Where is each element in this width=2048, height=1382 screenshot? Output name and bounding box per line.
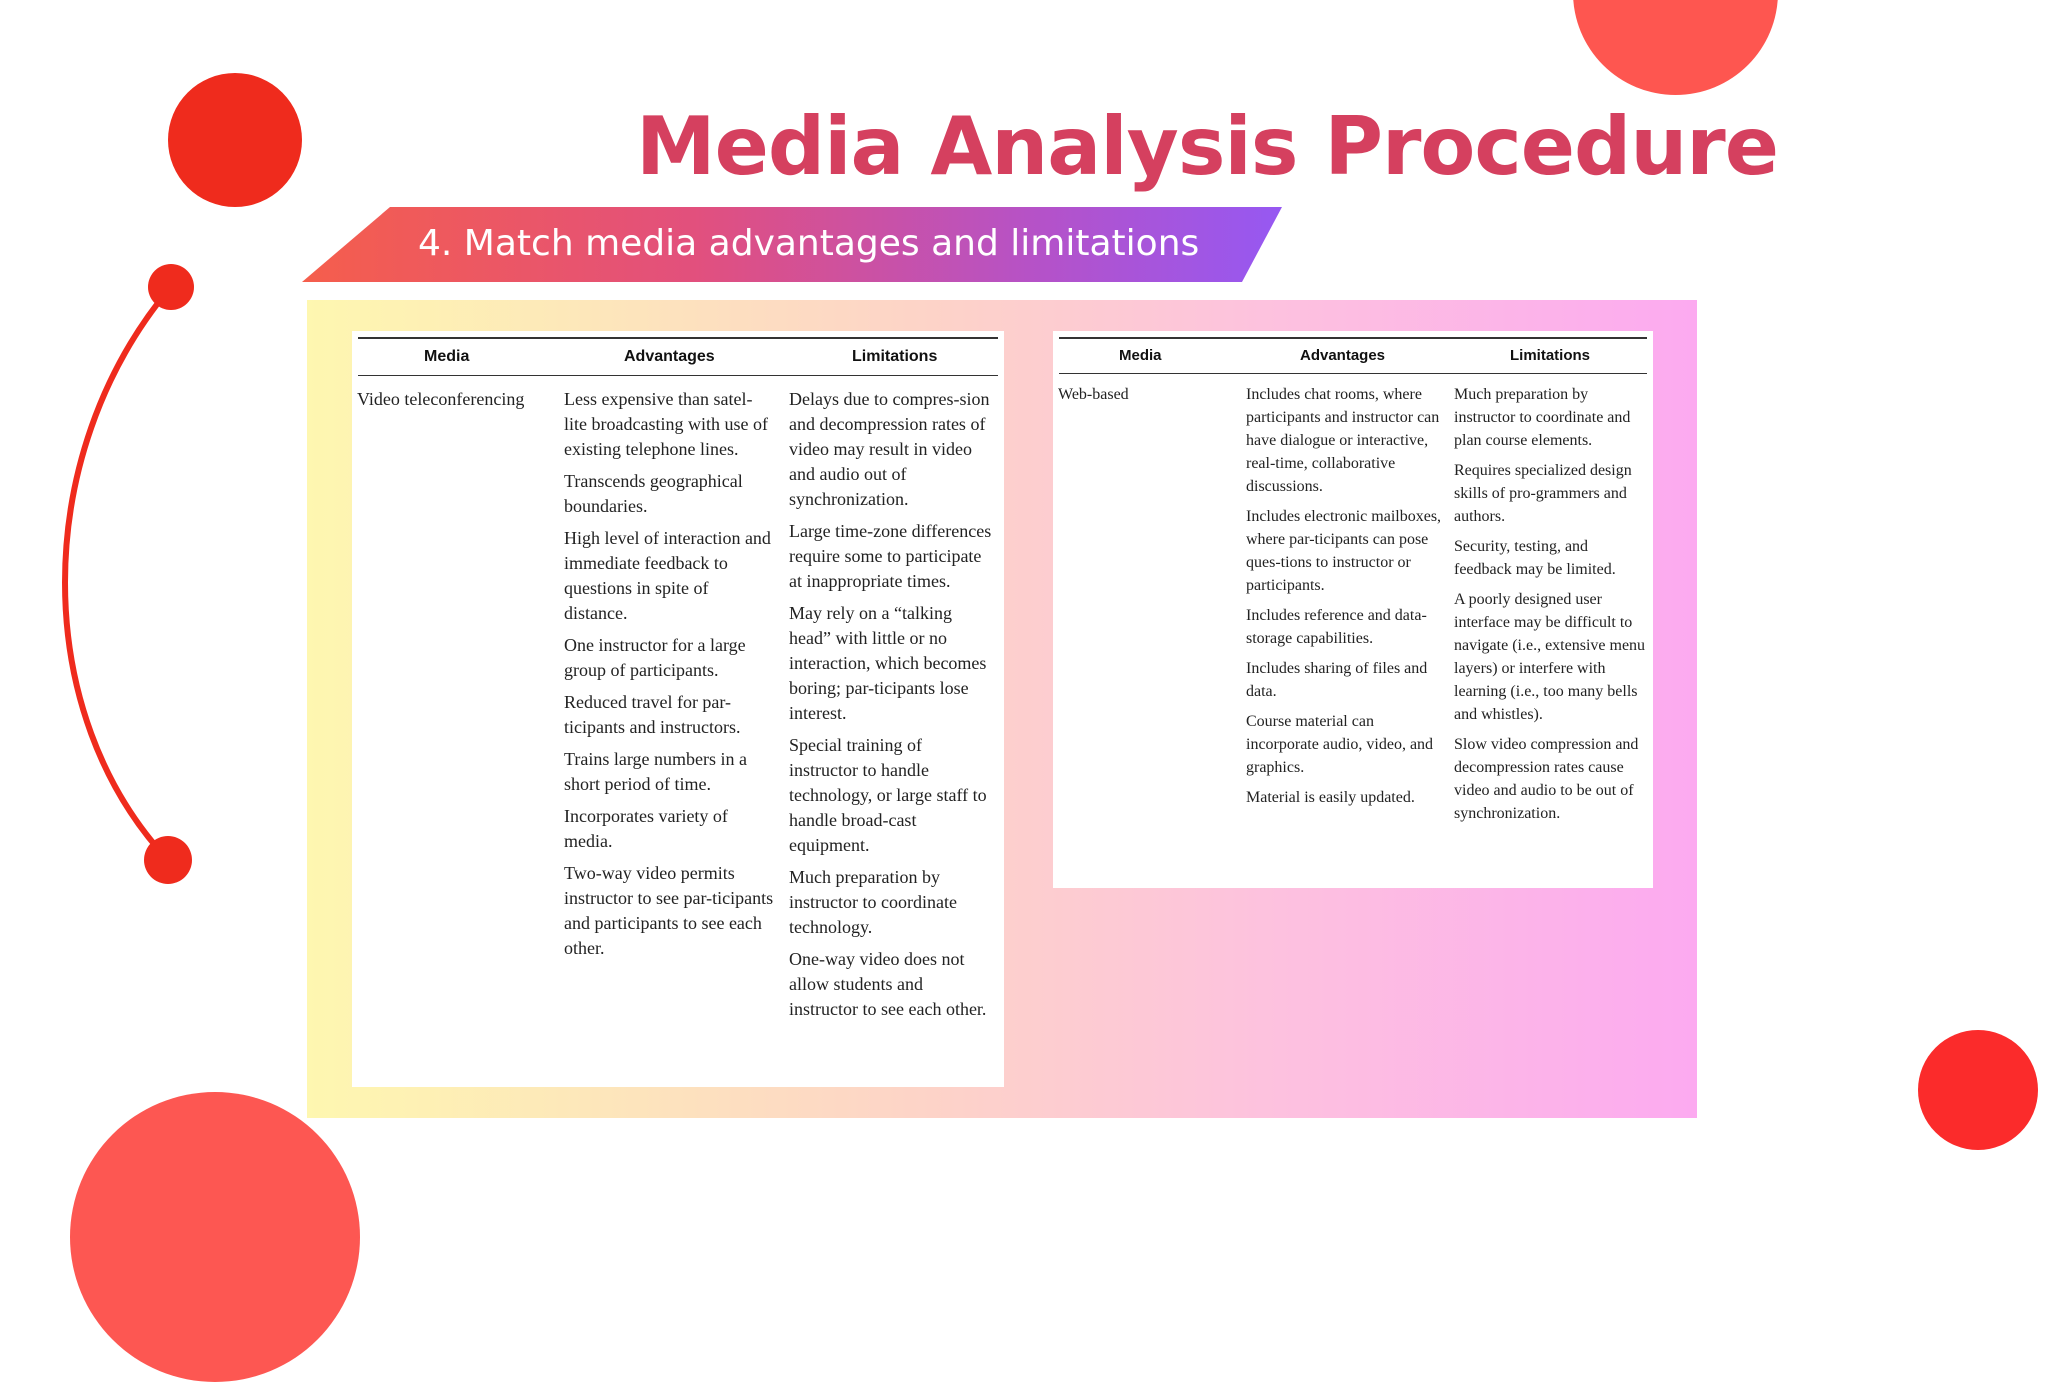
media-table-video-teleconferencing <box>352 331 1004 1087</box>
advantage-item: One instructor for a large group of participants. <box>564 635 746 680</box>
advantage-item: Material is easily updated. <box>1246 789 1415 806</box>
advantages-column <box>564 387 774 968</box>
decorative-circle-bottom-left <box>70 1092 360 1382</box>
header-limitations: Limitations <box>1510 347 1591 364</box>
limitation-item: Special training of instructor to handle technology, or large staff to handle broad-cast equipment. <box>789 735 987 855</box>
advantage-item: Includes chat rooms, where participants and instructor can have dialogue or interactive, real-time, collaborative discussions. <box>1246 386 1440 495</box>
media-table-web-based <box>1053 331 1653 888</box>
step-label: 4. Match media advantages and limitations <box>418 223 1200 264</box>
limitations-column <box>1454 383 1649 832</box>
limitation-item: A poorly designed user interface may be difficult to navigate (i.e., extensive menu layers) or interfere with learning (i.e., too many bells and whistles). <box>1454 591 1646 723</box>
limitation-item: Slow video compression and decompression rates cause video and audio to be out of synchronization. <box>1454 736 1639 822</box>
limitation-item: Requires specialized design skills of pro-grammers and authors. <box>1454 462 1632 525</box>
limitation-item: May rely on a “talking head” with little or no interaction, which becomes boring; par-ticipants lose interest. <box>789 603 987 723</box>
advantage-item: Incorporates variety of media. <box>564 806 728 851</box>
limitation-item: One-way video does not allow students and instructor to see each other. <box>789 949 987 1019</box>
advantage-item: Transcends geographical boundaries. <box>564 471 743 516</box>
media-column <box>1058 383 1208 413</box>
advantages-column <box>1246 383 1444 816</box>
slide-title: Media Analysis Procedure <box>636 100 1778 193</box>
advantage-item: High level of interaction and immediate feedback to questions in spite of distance. <box>564 528 771 623</box>
advantage-item: Trains large numbers in a short period of time. <box>564 749 747 794</box>
decorative-circle-bottom-right <box>1918 1030 2038 1150</box>
header-media: Media <box>424 348 470 365</box>
media-cell: Video teleconferencing <box>357 389 525 409</box>
header-limitations: Limitations <box>852 348 938 365</box>
decorative-arc <box>30 255 230 895</box>
limitation-item: Much preparation by instructor to coordinate technology. <box>789 867 957 937</box>
decorative-circle-top-right <box>1573 0 1778 95</box>
table-header <box>358 337 998 376</box>
advantage-item: Reduced travel for par-ticipants and instructors. <box>564 692 741 737</box>
limitation-item: Large time-zone differences require some to participate at inappropriate times. <box>789 521 992 591</box>
header-media: Media <box>1119 347 1162 364</box>
header-advantages: Advantages <box>624 348 715 365</box>
header-advantages: Advantages <box>1300 347 1386 364</box>
media-column <box>357 387 547 419</box>
arc-dot-bottom <box>144 836 192 884</box>
limitation-item: Delays due to compres-sion and decompression rates of video may result in video and audio out of synchronization. <box>789 389 990 509</box>
advantage-item: Includes reference and data-storage capabilities. <box>1246 607 1427 647</box>
media-cell: Web-based <box>1058 386 1129 403</box>
advantage-item: Course material can incorporate audio, video, and graphics. <box>1246 713 1434 776</box>
table-header <box>1059 337 1647 374</box>
limitation-item: Much preparation by instructor to coordinate and plan course elements. <box>1454 386 1631 449</box>
advantage-item: Includes electronic mailboxes, where par-ticipants can pose ques-tions to instructor or participants. <box>1246 508 1442 594</box>
limitations-column <box>789 387 994 1029</box>
arc-dot-top <box>148 264 194 310</box>
advantage-item: Includes sharing of files and data. <box>1246 660 1428 700</box>
decorative-circle-top-left <box>168 73 302 207</box>
advantage-item: Less expensive than satel-lite broadcasting with use of existing telephone lines. <box>564 389 768 459</box>
advantage-item: Two-way video permits instructor to see par-ticipants and participants to see each other. <box>564 863 774 958</box>
limitation-item: Security, testing, and feedback may be limited. <box>1454 538 1616 578</box>
